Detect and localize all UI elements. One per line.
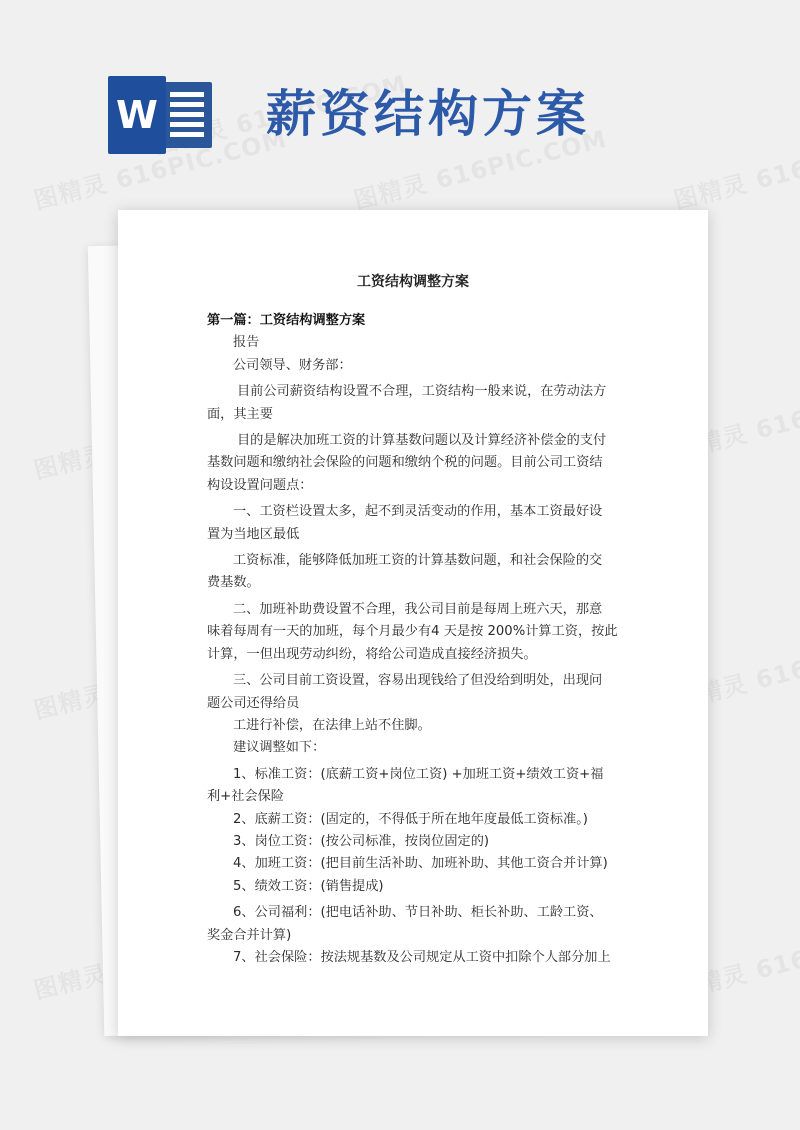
- document-page: [118, 210, 708, 1036]
- paragraph-line: 基数问题和缴纳社会保险的问题和缴纳个税的问题。目前公司工资结: [207, 455, 603, 471]
- paragraph-line: 工进行补偿，在法律上站不住脚。: [233, 717, 431, 733]
- paragraph-line: 置为当地区最低: [207, 526, 300, 542]
- list-item: 利+社会保险: [207, 789, 284, 805]
- list-item: 1、标准工资：(底薪工资+岗位工资) +加班工资+绩效工资+福: [233, 766, 604, 782]
- word-document-icon: [108, 76, 212, 154]
- list-item: 2、底薪工资：(固定的，不得低于所在地年度最低工资标准。): [233, 811, 588, 827]
- paragraph-line: 二、加班补助费设置不合理，我公司目前是每周上班六天，那意: [233, 601, 603, 617]
- paragraph-line: 味着每周有一天的加班，每个月最少有4 天是按 200%计算工资，按此: [207, 624, 618, 640]
- paragraph-line: 题公司还得给员: [207, 695, 300, 711]
- paragraph-line: 公司领导、财务部：: [233, 357, 352, 373]
- paragraph-line: 工资标准，能够降低加班工资的计算基数问题，和社会保险的交: [233, 553, 603, 569]
- list-item: 7、社会保险：按法规基数及公司规定从工资中扣除个人部分加上: [233, 949, 611, 965]
- list-item: 6、公司福利：(把电话补助、节日补助、柜长补助、工龄工资、: [233, 905, 603, 921]
- paragraph-line: 报告: [233, 335, 260, 351]
- paragraph-line: 三、公司目前工资设置，容易出现钱给了但没给到明处，出现问: [233, 673, 603, 689]
- paragraph-line: 目的是解决加班工资的计算基数问题以及计算经济补偿金的支付: [237, 433, 607, 449]
- watermark: [670, 119, 800, 216]
- paragraph-line: 计算，一但出现劳动纠纷，将给公司造成直接经济损失。: [207, 646, 537, 662]
- section-heading: 第一篇：工资结构调整方案: [207, 313, 366, 328]
- document-title: 工资结构调整方案: [357, 274, 469, 290]
- list-item: 4、加班工资：(把目前生活补助、加班补助、其他工资合并计算): [233, 856, 608, 872]
- header: [108, 76, 668, 166]
- page-title: 薪资结构方案: [266, 85, 590, 143]
- list-item: 奖金合并计算): [207, 927, 292, 943]
- list-item: 5、绩效工资：(销售提成): [233, 878, 384, 894]
- paragraph-line: 目前公司薪资结构设置不合理，工资结构一般来说，在劳动法方: [237, 384, 607, 400]
- paragraph-line: 费基数。: [207, 575, 260, 591]
- word-icon-letter: W: [116, 93, 158, 137]
- paragraph-line: 一、工资栏设置太多，起不到灵活变动的作用，基本工资最好设: [233, 504, 603, 520]
- paragraph-line: 建议调整如下：: [233, 740, 326, 756]
- paragraph-line: 构设设置问题点：: [207, 477, 313, 493]
- paragraph-line: 面，其主要: [207, 406, 273, 422]
- document-body: [207, 310, 637, 969]
- list-item: 3、岗位工资：(按公司标准，按岗位固定的): [233, 833, 490, 849]
